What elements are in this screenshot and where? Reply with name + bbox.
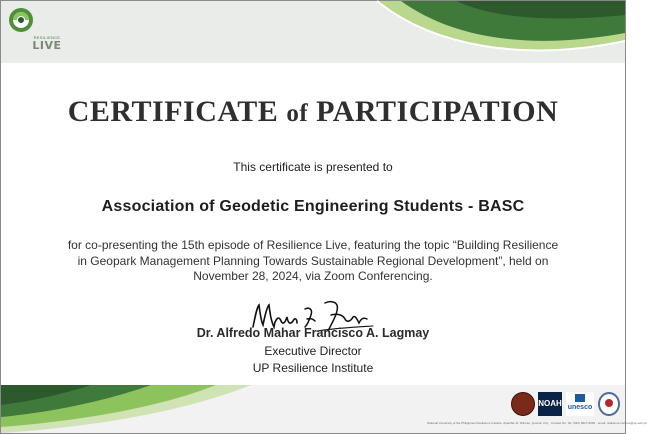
noah-logo: NOAH [538, 392, 562, 416]
footer-contact-note: National University of the Philippines Resilience Institute, Apacible St. Diliman, Quezon City · Contact No. Tel. (632) 8927-9000 · email: resilience.institute@up.edu.ph [427, 421, 647, 425]
certificate-title [1, 95, 625, 129]
unesco-label: unesco [567, 404, 593, 411]
presented-text: This certificate is presented to [233, 160, 393, 174]
header-wave-graphic [1, 1, 625, 63]
recipient-name: Association of Geodetic Engineering Students - BASC [101, 198, 525, 215]
body-line: for co-presenting the 15th episode of Resilience Live, featuring the topic “Building Resilience [67, 238, 559, 252]
up-seal-logo-icon [511, 392, 535, 416]
signatory-organization: UP Resilience Institute [252, 361, 374, 375]
unesco-logo [566, 392, 594, 416]
header-band [1, 1, 625, 63]
logo-bottom-text: LIVE [32, 39, 62, 52]
certificate-body-text [35, 238, 591, 285]
logo-top-text: RESILIENCE [33, 35, 61, 40]
title-of-word: of [286, 100, 309, 127]
footer-band [1, 385, 647, 433]
signatory-role: Executive Director [264, 344, 362, 358]
body-line: in Geopark Management Planning Towards Sustainable Regional Development”, held on [77, 253, 549, 268]
signatory-name: Dr. Alfredo Mahar Francisco A. Lagmay [196, 326, 430, 340]
unesco-temple-icon [575, 394, 585, 402]
title-certificate-word: CERTIFICATE [67, 95, 279, 128]
title-participation-word: PARTICIPATION [316, 95, 559, 128]
institute-seal-logo-icon [598, 392, 620, 416]
body-line: November 28, 2024, via Zoom Conferencing. [193, 269, 433, 283]
